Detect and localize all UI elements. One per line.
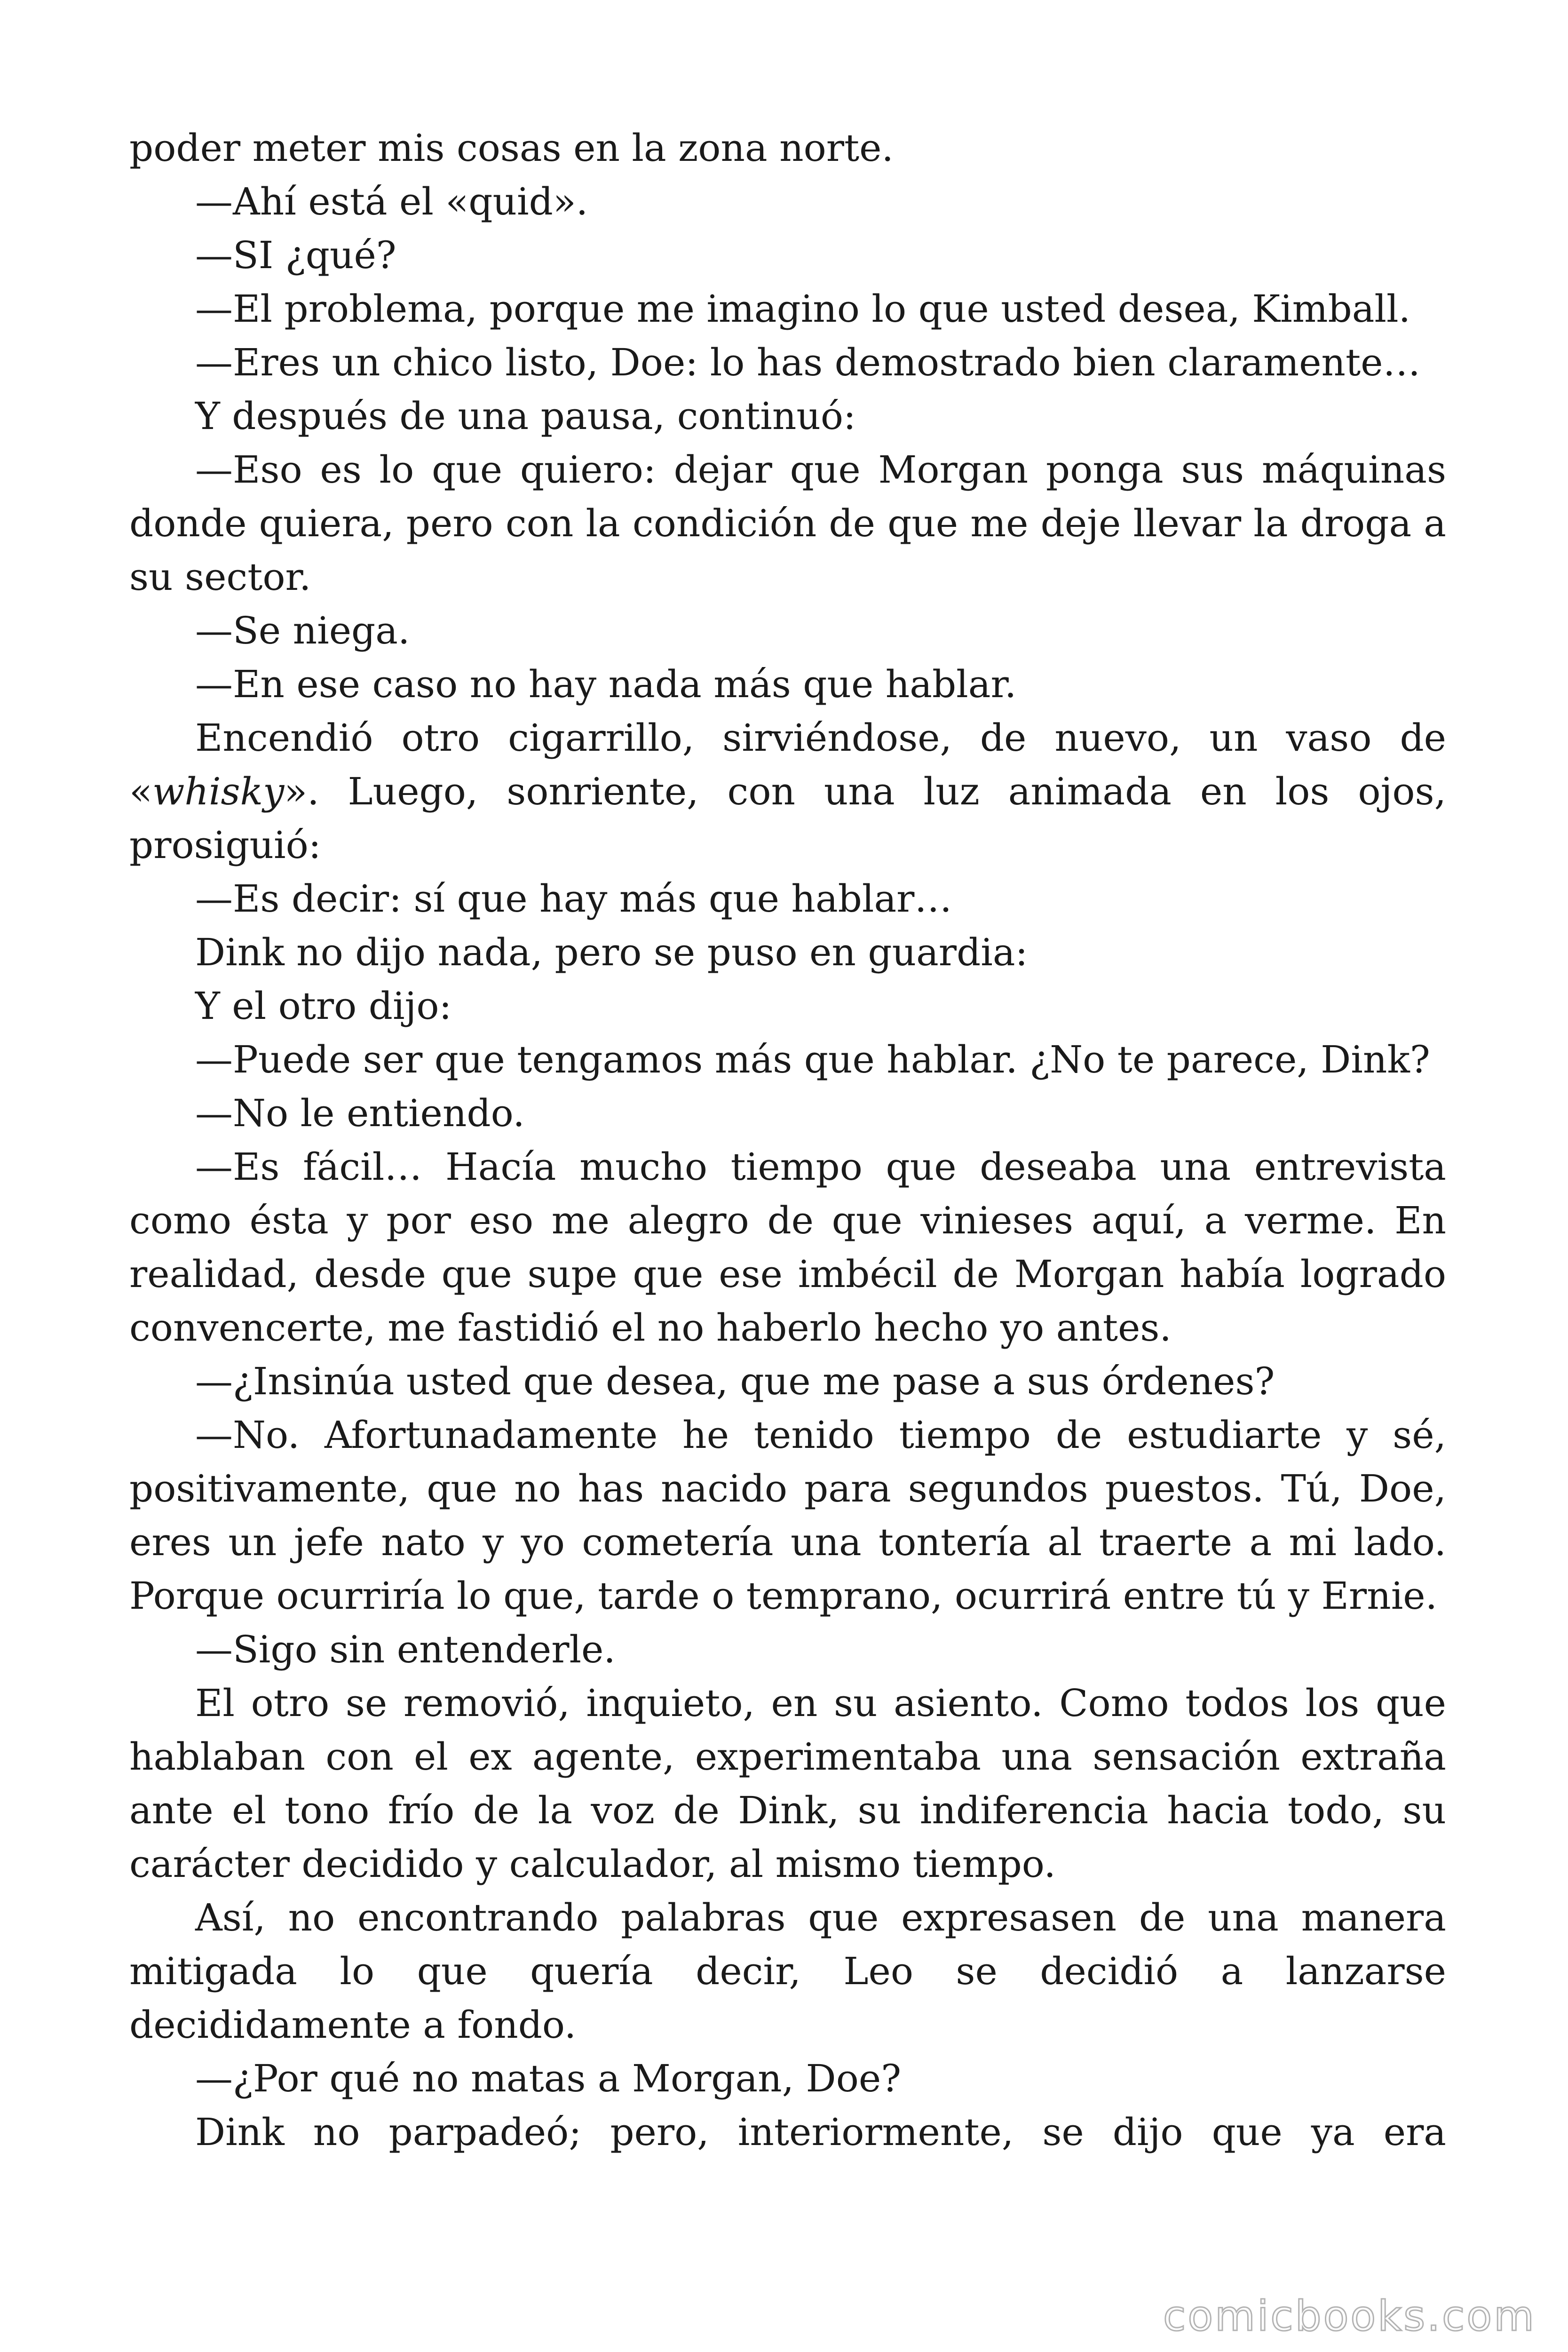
paragraph: Dink no parpadeó; pero, interiormente, se dijo que ya era bbox=[195, 2110, 1446, 2154]
paragraph: —No le entiendo. bbox=[195, 1091, 525, 1135]
paragraph: —Es fácil… Hacía mucho tiempo que deseaba una entrevista como ésta y por eso me alegro de que vinieses aquí, a verme. En realidad, desde que supe que ese imbécil de Morgan había logrado convencerte, me fastidió el no haberlo hecho yo antes. bbox=[129, 1145, 1446, 1350]
paragraph-text: ». Luego, sonriente, con una luz animada en los ojos, prosiguió: bbox=[129, 770, 1446, 867]
paragraph: —Eso es lo que quiero: dejar que Morgan ponga sus máquinas donde quiera, pero con la condición de que me deje llevar la droga a su sector. bbox=[129, 448, 1446, 599]
italic-word: whisky bbox=[152, 770, 285, 813]
paragraph: —Eres un chico listo, Doe: lo has demostrado bien claramente… bbox=[195, 341, 1421, 384]
paragraph: —Ahí está el «quid». bbox=[195, 180, 588, 223]
paragraph bbox=[129, 711, 1446, 872]
paragraph: —Se niega. bbox=[195, 609, 410, 652]
paragraph: Y después de una pausa, continuó: bbox=[195, 394, 856, 438]
paragraph: Así, no encontrando palabras que expresasen de una manera mitigada lo que quería decir, Leo se decidió a lanzarse decididamente a fondo. bbox=[129, 1896, 1446, 2047]
paragraph-text: Encendió otro cigarrillo, sirviéndose, de nuevo, un vaso de « bbox=[129, 716, 1446, 813]
paragraph: Dink no dijo nada, pero se puso en guardia: bbox=[195, 930, 1028, 974]
paragraph: Y el otro dijo: bbox=[195, 984, 452, 1028]
paragraph: —SI ¿qué? bbox=[195, 233, 396, 277]
body-text bbox=[129, 121, 1446, 2159]
paragraph: —Es decir: sí que hay más que hablar… bbox=[195, 877, 952, 921]
paragraph: El otro se removió, inquieto, en su asiento. Como todos los que hablaban con el ex agente, experimentaba una sensación extraña ante el tono frío de la voz de Dink, su indiferencia hacia todo, su carácter decidido y calculador, al mismo tiempo. bbox=[129, 1681, 1446, 1886]
paragraph: —Puede ser que tengamos más que hablar. ¿No te parece, Dink? bbox=[195, 1038, 1430, 1081]
paragraph: —¿Por qué no matas a Morgan, Doe? bbox=[195, 2057, 902, 2100]
paragraph: —El problema, porque me imagino lo que usted desea, Kimball. bbox=[195, 287, 1411, 331]
paragraph: —Sigo sin entenderle. bbox=[195, 1628, 616, 1671]
paragraph: —No. Afortunadamente he tenido tiempo de estudiarte y sé, positivamente, que no has nacido para segundos puestos. Tú, Doe, eres un jefe nato y yo cometería una tontería al traerte a mi lado. Porque ocurriría lo que, tarde o temprano, ocurrirá entre tú y Ernie. bbox=[129, 1413, 1446, 1618]
paragraph: —¿Insinúa usted que desea, que me pase a sus órdenes? bbox=[195, 1359, 1275, 1403]
paragraph: —En ese caso no hay nada más que hablar. bbox=[195, 662, 1017, 706]
watermark-logo: comicbooks.com bbox=[1163, 2292, 1536, 2340]
paragraph: poder meter mis cosas en la zona norte. bbox=[129, 126, 894, 170]
